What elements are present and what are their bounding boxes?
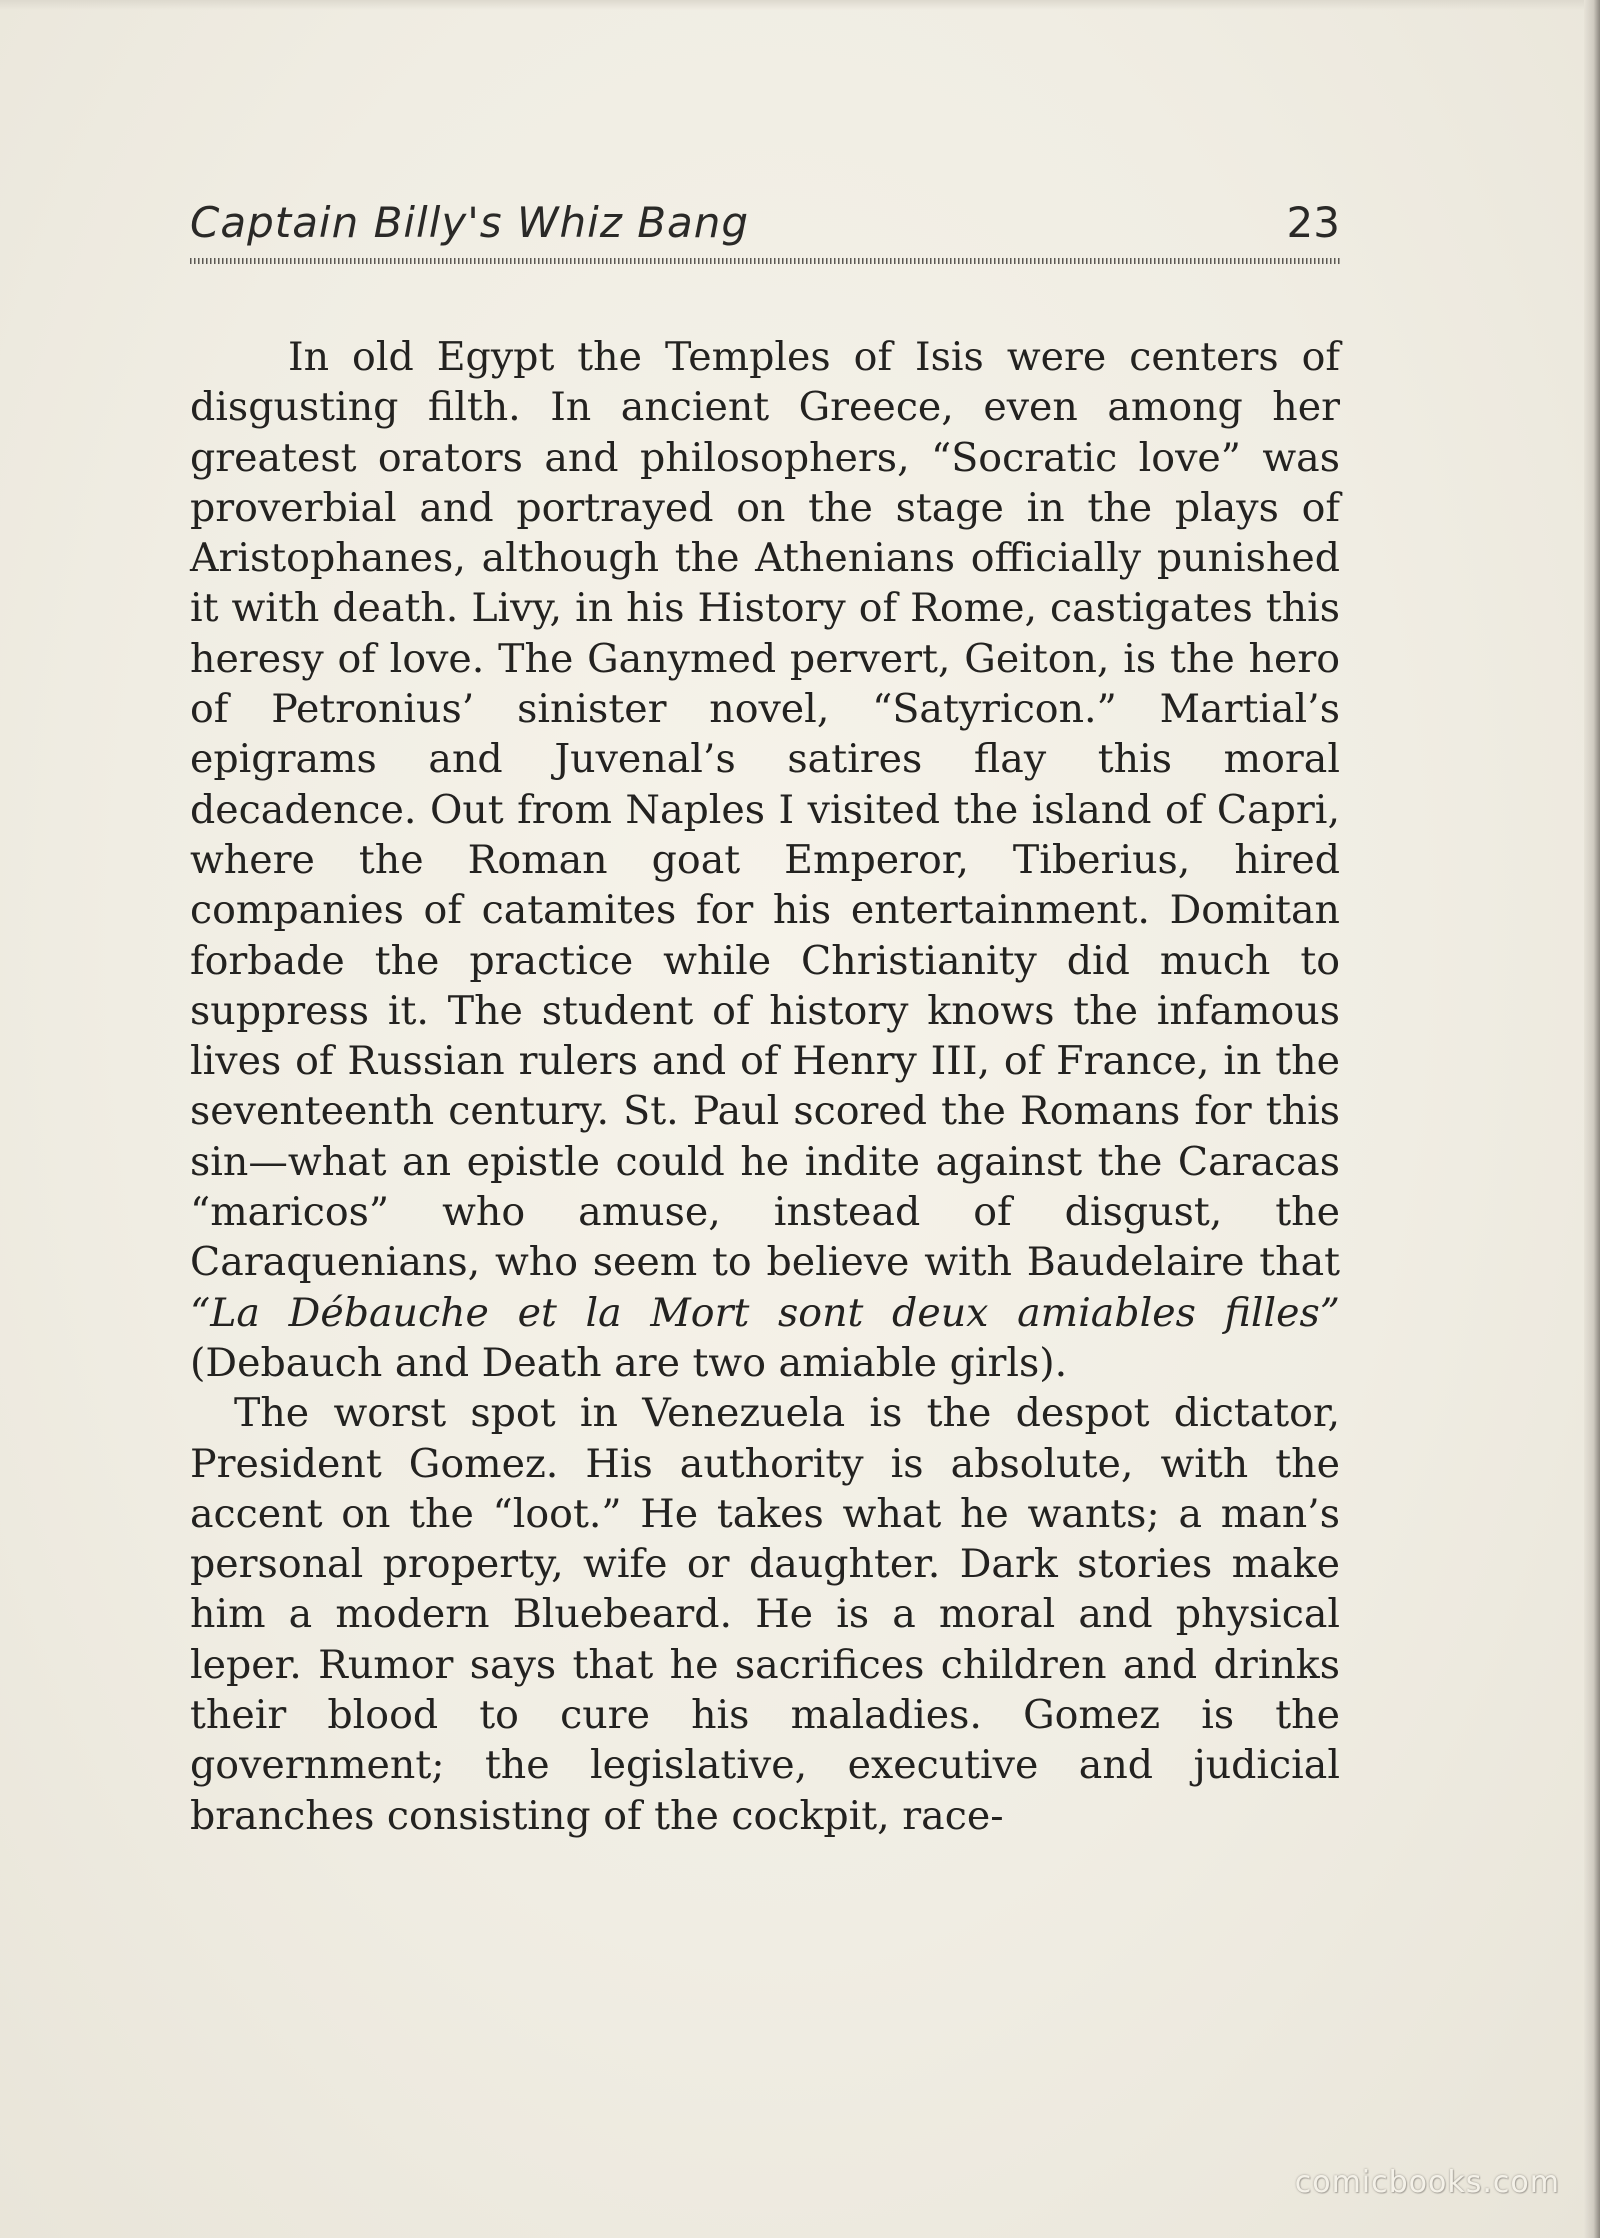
paragraph-text-end: (Debauch and Death are two amiable girls). xyxy=(190,1339,1068,1386)
header-dotted-rule xyxy=(190,258,1340,264)
paragraph-egypt-greece xyxy=(190,332,1340,1388)
page-right-edge xyxy=(1584,0,1600,2238)
paragraph-text: In old Egypt the Temples of Isis were centers of disgusting filth. In ancient Greece, even among her greatest orators and philosophers, “Socratic love” was proverbial and portrayed on the stage in the plays of Aristophanes, although the Athenians officially punished it with death. Livy, in his History of Rome, castigates this heresy of love. The Ganymed pervert, Geiton, is the hero of Petronius’ sinister novel, “Satyricon.” Martial’s epigrams and Juvenal’s satires flay this moral decadence. Out from Naples I visited the island of Capri, where the Roman goat Emperor, Tiberius, hired companies of catamites for his entertainment. Domitan forbade the practice while Christianity did much to suppress it. The student of history knows the infamous lives of Russian rulers and of Henry III, of France, in the seventeenth century. St. Paul scored the Romans for this sin—what an epistle could he indite against the Caracas “maricos” who amuse, instead of disgust, the Caraquenians, who seem to believe with Baudelaire that xyxy=(190,334,1340,1286)
running-header xyxy=(190,198,1340,268)
magazine-title: Captain Billy's Whiz Bang xyxy=(190,198,750,247)
article-body xyxy=(190,332,1340,1841)
paragraph-gomez: The worst spot in Venezuela is the despot dictator, President Gomez. His authority is absolute, with the accent on the “loot.” He takes what he wants; a man’s personal property, wife or daughter. Dark stories make him a modern Bluebeard. He is a moral and physical leper. Rumor says that he sacrifices children and drinks their blood to cure his maladies. Gomez is the government; the legislative, executive and judicial branches consisting of the cockpit, race- xyxy=(190,1390,1340,1839)
french-quote: “La Débauche et la Mort sont deux amiables filles” xyxy=(190,1289,1340,1336)
site-watermark: comicbooks.com xyxy=(1294,2165,1560,2200)
page-top-edge xyxy=(0,0,1600,10)
page-number: 23 xyxy=(1286,198,1340,247)
